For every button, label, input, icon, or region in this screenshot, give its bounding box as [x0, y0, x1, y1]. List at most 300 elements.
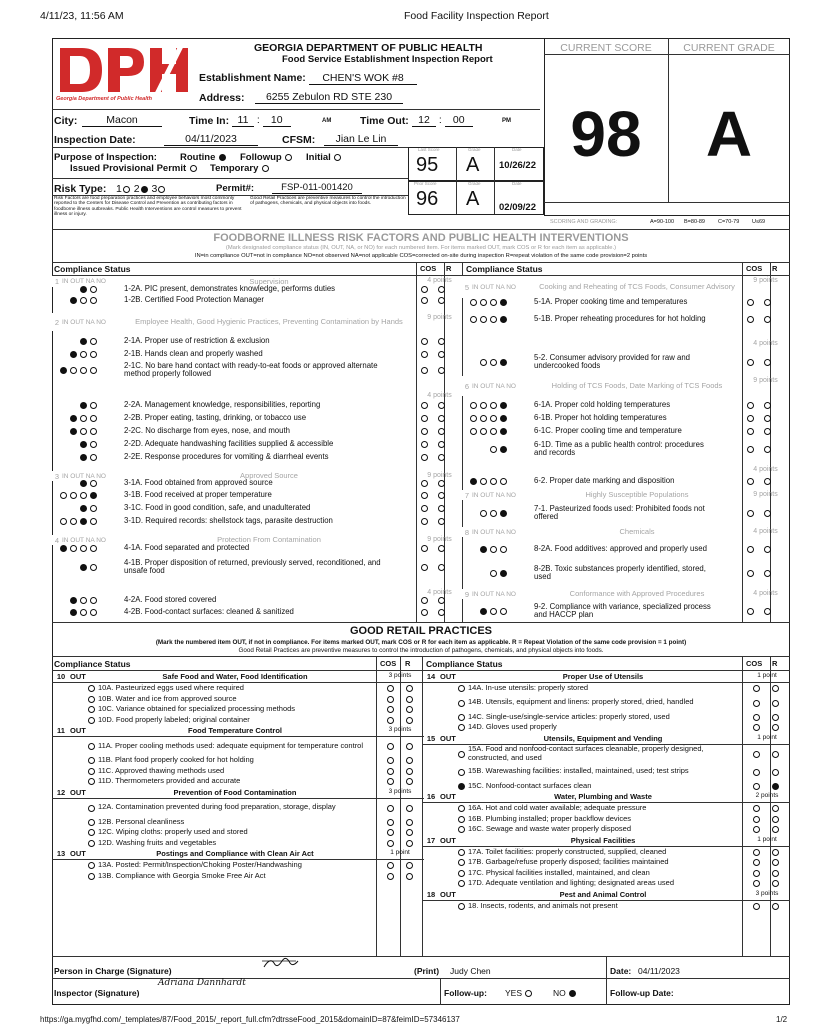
status-circle[interactable] — [458, 880, 465, 887]
checkbox-circle[interactable] — [772, 685, 779, 692]
status-circle[interactable] — [480, 299, 487, 306]
checkbox-circle[interactable] — [753, 880, 760, 887]
checkbox-circle[interactable] — [406, 873, 413, 880]
checkbox-circle[interactable] — [753, 783, 760, 790]
status-circle[interactable] — [88, 778, 95, 785]
grp-item-row — [422, 763, 742, 781]
checkbox-circle[interactable] — [421, 367, 428, 374]
rf-status-cells — [54, 441, 98, 448]
status-circle[interactable] — [458, 714, 465, 721]
rf-section-title: Approved Source — [240, 471, 298, 481]
opt-followup[interactable]: Followup — [240, 152, 293, 163]
status-circle[interactable] — [458, 751, 465, 758]
checkbox-circle[interactable] — [387, 862, 394, 869]
status-circle[interactable] — [70, 609, 77, 616]
rf-item-row — [464, 297, 740, 307]
checkbox-circle[interactable] — [421, 415, 428, 422]
checkbox-circle[interactable] — [421, 597, 428, 604]
checkbox-circle[interactable] — [753, 805, 760, 812]
status-circle[interactable] — [458, 849, 465, 856]
grp-r-right: R — [772, 659, 778, 668]
status-circle[interactable] — [500, 299, 507, 306]
checkbox-circle[interactable] — [747, 478, 754, 485]
checkbox-circle[interactable] — [438, 597, 445, 604]
checkbox-circle[interactable] — [438, 564, 445, 571]
grp-item-label: 10C. Variance obtained for specialized processing methods — [98, 704, 296, 713]
checkbox-circle[interactable] — [764, 428, 771, 435]
rf-item-row — [464, 413, 740, 423]
checkbox-circle[interactable] — [772, 859, 779, 866]
status-circle[interactable] — [490, 478, 497, 485]
status-circle[interactable] — [80, 597, 87, 604]
status-circle[interactable] — [88, 717, 95, 724]
checkbox-circle[interactable] — [764, 446, 771, 453]
checkbox-circle[interactable] — [406, 717, 413, 724]
checkbox-circle[interactable] — [753, 769, 760, 776]
status-circle[interactable] — [80, 492, 87, 499]
checkbox-circle[interactable] — [772, 805, 779, 812]
checkbox-circle[interactable] — [772, 870, 779, 877]
checkbox-circle[interactable] — [421, 492, 428, 499]
status-circle[interactable] — [88, 685, 95, 692]
status-circle[interactable] — [80, 415, 87, 422]
checkbox-circle[interactable] — [772, 880, 779, 887]
status-circle[interactable] — [458, 783, 465, 790]
grp-item-label: 10D. Food properly labeled; original container — [98, 714, 250, 724]
status-circle[interactable] — [490, 570, 497, 577]
checkbox-circle[interactable] — [764, 608, 771, 615]
status-circle[interactable] — [90, 402, 97, 409]
opt-initial[interactable]: Initial — [306, 152, 342, 163]
checkbox-circle[interactable] — [438, 545, 445, 552]
checkbox-circle[interactable] — [421, 402, 428, 409]
checkbox-circle[interactable] — [747, 316, 754, 323]
status-circle[interactable] — [470, 415, 477, 422]
rf-item-label: 2-1A. Proper use of restriction & exclusion — [124, 335, 270, 345]
grp-out-cell — [52, 861, 96, 870]
status-circle[interactable] — [90, 428, 97, 435]
status-circle[interactable] — [70, 415, 77, 422]
checkbox-circle[interactable] — [387, 696, 394, 703]
status-circle[interactable] — [90, 505, 97, 512]
checkbox-circle[interactable] — [772, 751, 779, 758]
status-circle[interactable] — [490, 415, 497, 422]
followup-yes[interactable]: YES — [505, 988, 533, 998]
status-circle[interactable] — [60, 518, 67, 525]
rf-section-title: Highly Susceptible Populations — [585, 490, 689, 500]
status-circle[interactable] — [80, 338, 87, 345]
checkbox-circle[interactable] — [764, 359, 771, 366]
checkbox-circle[interactable] — [406, 696, 413, 703]
rf-section-points: 4 points — [427, 277, 452, 284]
checkbox-circle[interactable] — [406, 778, 413, 785]
status-circle[interactable] — [500, 608, 507, 615]
current-score: 98 — [570, 98, 642, 170]
followup-no[interactable]: NO — [553, 988, 577, 998]
status-circle[interactable] — [70, 518, 77, 525]
status-circle[interactable] — [70, 367, 77, 374]
rf-item-label: 4-1A. Food separated and protected — [124, 542, 250, 552]
status-circle[interactable] — [490, 402, 497, 409]
status-circle[interactable] — [80, 402, 87, 409]
prior-date: 02/09/22 — [499, 202, 536, 213]
status-circle[interactable] — [90, 480, 97, 487]
status-circle[interactable] — [458, 769, 465, 776]
checkbox-circle[interactable] — [753, 903, 760, 910]
status-circle[interactable] — [480, 359, 487, 366]
checkbox-circle[interactable] — [421, 297, 428, 304]
followup-date-label: Follow-up Date: — [610, 988, 674, 998]
grp-note: Good Retail Practices are preventive measures to control the introduction of pathogens, chemicals, and physical objects into foods. — [250, 196, 406, 207]
grp-out-cell — [52, 817, 96, 826]
status-circle[interactable] — [470, 316, 477, 323]
checkbox-circle[interactable] — [438, 609, 445, 616]
checkbox-circle[interactable] — [438, 441, 445, 448]
checkbox-circle[interactable] — [387, 706, 394, 713]
status-circle[interactable] — [80, 441, 87, 448]
rf-status-blank — [469, 359, 478, 366]
status-circle[interactable] — [458, 859, 465, 866]
checkbox-circle[interactable] — [438, 286, 445, 293]
grp-item-row — [52, 860, 376, 871]
rf-item-row — [464, 426, 740, 436]
grp-cos-left: COS — [380, 659, 397, 668]
checkbox-circle[interactable] — [772, 783, 779, 790]
status-circle[interactable] — [490, 608, 497, 615]
checkbox-circle[interactable] — [747, 546, 754, 553]
rf-item-row — [54, 607, 414, 617]
rf-status-cells — [464, 608, 508, 615]
status-circle[interactable] — [60, 492, 67, 499]
checkbox-circle[interactable] — [772, 849, 779, 856]
status-circle[interactable] — [470, 478, 477, 485]
checkbox-circle[interactable] — [421, 505, 428, 512]
checkbox-circle[interactable] — [747, 415, 754, 422]
checkbox-circle[interactable] — [387, 757, 394, 764]
rf-item-label: 3-1B. Food received at proper temperature — [124, 489, 272, 499]
status-circle[interactable] — [88, 805, 95, 812]
status-circle[interactable] — [458, 700, 465, 707]
checkbox-circle[interactable] — [421, 609, 428, 616]
status-circle[interactable] — [500, 446, 507, 453]
status-circle[interactable] — [80, 428, 87, 435]
status-circle[interactable] — [458, 903, 465, 910]
checkbox-circle[interactable] — [421, 564, 428, 571]
status-circle[interactable] — [88, 743, 95, 750]
grp-cos-r — [743, 683, 789, 693]
status-circle[interactable] — [88, 768, 95, 775]
status-circle[interactable] — [90, 545, 97, 552]
checkbox-circle[interactable] — [406, 805, 413, 812]
status-circle[interactable] — [70, 597, 77, 604]
status-circle[interactable] — [88, 862, 95, 869]
checkbox-circle[interactable] — [387, 805, 394, 812]
grp-group-num: 13 — [56, 849, 66, 858]
checkbox-circle[interactable] — [387, 768, 394, 775]
status-circle[interactable] — [500, 359, 507, 366]
grp-item-row — [52, 827, 376, 838]
status-circle[interactable] — [470, 428, 477, 435]
status-circle[interactable] — [80, 609, 87, 616]
status-circle[interactable] — [88, 819, 95, 826]
checkbox-circle[interactable] — [747, 402, 754, 409]
checkbox-circle[interactable] — [421, 454, 428, 461]
checkbox-circle[interactable] — [764, 402, 771, 409]
status-circle[interactable] — [500, 428, 507, 435]
checkbox-circle[interactable] — [753, 700, 760, 707]
status-circle[interactable] — [88, 829, 95, 836]
grp-item-label: 12A. Contamination prevented during food preparation, storage, display — [98, 802, 336, 812]
checkbox-circle[interactable] — [406, 757, 413, 764]
checkbox-circle[interactable] — [747, 570, 754, 577]
status-circle[interactable] — [480, 415, 487, 422]
status-circle[interactable] — [490, 546, 497, 553]
checkbox-circle[interactable] — [421, 545, 428, 552]
checkbox-circle[interactable] — [438, 297, 445, 304]
grp-out-cell — [422, 804, 466, 813]
checkbox-circle[interactable] — [421, 338, 428, 345]
grp-cos-r — [743, 814, 789, 824]
grp-group-points: 1 point — [757, 672, 777, 679]
status-circle[interactable] — [480, 546, 487, 553]
checkbox-circle[interactable] — [772, 826, 779, 833]
checkbox-circle[interactable] — [747, 299, 754, 306]
status-circle[interactable] — [500, 570, 507, 577]
status-circle[interactable] — [500, 316, 507, 323]
status-circle[interactable] — [70, 297, 77, 304]
grp-item-row — [52, 817, 376, 828]
rf-status-blank — [69, 480, 78, 487]
rf-item-label: 2-1B. Hands clean and properly washed — [124, 348, 263, 358]
status-circle[interactable] — [60, 367, 67, 374]
status-circle[interactable] — [80, 367, 87, 374]
checkbox-circle[interactable] — [764, 510, 771, 517]
checkbox-circle[interactable] — [387, 840, 394, 847]
inspector-signature: Adriana Dannhardt — [158, 978, 246, 988]
grp-item-label: 11B. Plant food properly cooked for hot holding — [98, 755, 254, 764]
opt-provisional[interactable]: Issued Provisional Permit — [70, 163, 198, 174]
status-circle[interactable] — [500, 415, 507, 422]
checkbox-circle[interactable] — [747, 428, 754, 435]
status-circle[interactable] — [480, 316, 487, 323]
rf-item-row — [54, 516, 414, 526]
checkbox-circle[interactable] — [387, 717, 394, 724]
rf-section-2 — [52, 313, 416, 331]
status-circle[interactable] — [490, 510, 497, 517]
checkbox-circle[interactable] — [387, 743, 394, 750]
checkbox-circle[interactable] — [438, 492, 445, 499]
checkbox-circle[interactable] — [772, 816, 779, 823]
status-circle[interactable] — [80, 297, 87, 304]
checkbox-circle[interactable] — [747, 608, 754, 615]
status-circle[interactable] — [480, 428, 487, 435]
checkbox-circle[interactable] — [772, 724, 779, 731]
status-circle[interactable] — [90, 351, 97, 358]
checkbox-circle[interactable] — [387, 778, 394, 785]
checkbox-circle[interactable] — [753, 826, 760, 833]
status-circle[interactable] — [90, 415, 97, 422]
checkbox-circle[interactable] — [772, 714, 779, 721]
status-circle[interactable] — [90, 597, 97, 604]
status-circle[interactable] — [90, 492, 97, 499]
status-circle[interactable] — [490, 359, 497, 366]
checkbox-circle[interactable] — [764, 546, 771, 553]
rf-status-cells — [54, 609, 98, 616]
checkbox-circle[interactable] — [406, 706, 413, 713]
status-circle[interactable] — [490, 446, 497, 453]
grp-group-points: 1 point — [757, 733, 777, 741]
status-circle[interactable] — [490, 428, 497, 435]
checkbox-circle[interactable] — [764, 478, 771, 485]
checkbox-circle[interactable] — [753, 685, 760, 692]
checkbox-circle[interactable] — [421, 441, 428, 448]
checkbox-circle[interactable] — [438, 402, 445, 409]
rf-status-cells — [54, 286, 98, 293]
checkbox-circle[interactable] — [753, 714, 760, 721]
status-circle[interactable] — [480, 478, 487, 485]
status-circle[interactable] — [70, 545, 77, 552]
status-circle[interactable] — [60, 545, 67, 552]
checkbox-circle[interactable] — [421, 286, 428, 293]
status-circle[interactable] — [500, 510, 507, 517]
status-circle[interactable] — [80, 518, 87, 525]
checkbox-circle[interactable] — [753, 816, 760, 823]
status-circle[interactable] — [80, 564, 87, 571]
checkbox-circle[interactable] — [406, 862, 413, 869]
status-circle[interactable] — [90, 518, 97, 525]
status-circle[interactable] — [90, 441, 97, 448]
status-circle[interactable] — [90, 297, 97, 304]
checkbox-circle[interactable] — [438, 415, 445, 422]
checkbox-circle[interactable] — [406, 819, 413, 826]
status-circle[interactable] — [90, 564, 97, 571]
rf-status-blank — [59, 428, 68, 435]
checkbox-circle[interactable] — [421, 518, 428, 525]
checkbox-circle[interactable] — [406, 768, 413, 775]
status-circle[interactable] — [470, 299, 477, 306]
status-circle[interactable] — [458, 870, 465, 877]
rf-cos-r — [418, 349, 448, 359]
grp-out-cell — [422, 814, 466, 823]
checkbox-circle[interactable] — [438, 428, 445, 435]
checkbox-circle[interactable] — [772, 903, 779, 910]
status-circle[interactable] — [458, 805, 465, 812]
checkbox-circle[interactable] — [387, 819, 394, 826]
status-circle[interactable] — [490, 299, 497, 306]
checkbox-circle[interactable] — [438, 351, 445, 358]
status-circle[interactable] — [80, 480, 87, 487]
checkbox-circle[interactable] — [753, 870, 760, 877]
checkbox-circle[interactable] — [421, 480, 428, 487]
status-circle[interactable] — [458, 826, 465, 833]
checkbox-circle[interactable] — [772, 769, 779, 776]
status-circle[interactable] — [80, 351, 87, 358]
status-circle[interactable] — [90, 338, 97, 345]
grp-out-cell — [422, 767, 466, 776]
status-circle[interactable] — [90, 609, 97, 616]
checkbox-circle[interactable] — [421, 428, 428, 435]
checkbox-circle[interactable] — [753, 849, 760, 856]
checkbox-circle[interactable] — [438, 480, 445, 487]
status-circle[interactable] — [70, 351, 77, 358]
grp-cos-r — [377, 704, 423, 714]
checkbox-circle[interactable] — [764, 316, 771, 323]
checkbox-circle[interactable] — [406, 685, 413, 692]
status-circle[interactable] — [458, 816, 465, 823]
checkbox-circle[interactable] — [406, 829, 413, 836]
risk-options[interactable]: 1 2 3 — [116, 183, 166, 195]
status-circle[interactable] — [90, 286, 97, 293]
opt-temporary[interactable]: Temporary — [210, 163, 270, 174]
status-circle[interactable] — [458, 685, 465, 692]
checkbox-circle[interactable] — [438, 367, 445, 374]
checkbox-circle[interactable] — [438, 338, 445, 345]
status-circle[interactable] — [80, 545, 87, 552]
checkbox-circle[interactable] — [747, 510, 754, 517]
checkbox-circle[interactable] — [387, 829, 394, 836]
grp-out-cell — [52, 838, 96, 847]
checkbox-circle[interactable] — [438, 518, 445, 525]
status-circle[interactable] — [470, 402, 477, 409]
checkbox-circle[interactable] — [438, 505, 445, 512]
checkbox-circle[interactable] — [438, 454, 445, 461]
status-circle[interactable] — [80, 286, 87, 293]
checkbox-circle[interactable] — [747, 359, 754, 366]
status-circle[interactable] — [80, 454, 87, 461]
status-circle[interactable] — [500, 402, 507, 409]
checkbox-circle[interactable] — [387, 685, 394, 692]
status-circle[interactable] — [90, 454, 97, 461]
status-circle[interactable] — [88, 840, 95, 847]
checkbox-circle[interactable] — [387, 873, 394, 880]
checkbox-circle[interactable] — [764, 299, 771, 306]
grp-cs-right: Compliance Status — [426, 659, 503, 669]
checkbox-circle[interactable] — [772, 700, 779, 707]
rf-section-title: Cooking and Reheating of TCS Foods, Consumer Advisory — [539, 282, 735, 292]
status-circle[interactable] — [88, 706, 95, 713]
status-circle[interactable] — [70, 492, 77, 499]
checkbox-circle[interactable] — [753, 859, 760, 866]
checkbox-circle[interactable] — [406, 743, 413, 750]
checkbox-circle[interactable] — [753, 751, 760, 758]
status-circle[interactable] — [500, 546, 507, 553]
status-circle[interactable] — [70, 428, 77, 435]
status-circle[interactable] — [88, 757, 95, 764]
rf-status-blank — [469, 446, 478, 453]
status-circle[interactable] — [500, 478, 507, 485]
grp-cs-left: Compliance Status — [54, 659, 131, 669]
status-circle[interactable] — [480, 510, 487, 517]
rf-status-blank — [469, 570, 478, 577]
status-circle[interactable] — [80, 505, 87, 512]
checkbox-circle[interactable] — [764, 415, 771, 422]
status-circle[interactable] — [88, 696, 95, 703]
grp-out-cell — [52, 777, 96, 786]
opt-routine[interactable]: Routine — [180, 152, 227, 163]
status-circle[interactable] — [490, 316, 497, 323]
status-circle[interactable] — [458, 724, 465, 731]
grp-out-cell — [52, 684, 96, 693]
checkbox-circle[interactable] — [747, 446, 754, 453]
checkbox-circle[interactable] — [421, 351, 428, 358]
status-circle[interactable] — [88, 873, 95, 880]
status-circle[interactable] — [480, 402, 487, 409]
status-circle[interactable] — [90, 367, 97, 374]
checkbox-circle[interactable] — [764, 570, 771, 577]
status-circle[interactable] — [480, 608, 487, 615]
checkbox-circle[interactable] — [753, 724, 760, 731]
checkbox-circle[interactable] — [406, 840, 413, 847]
